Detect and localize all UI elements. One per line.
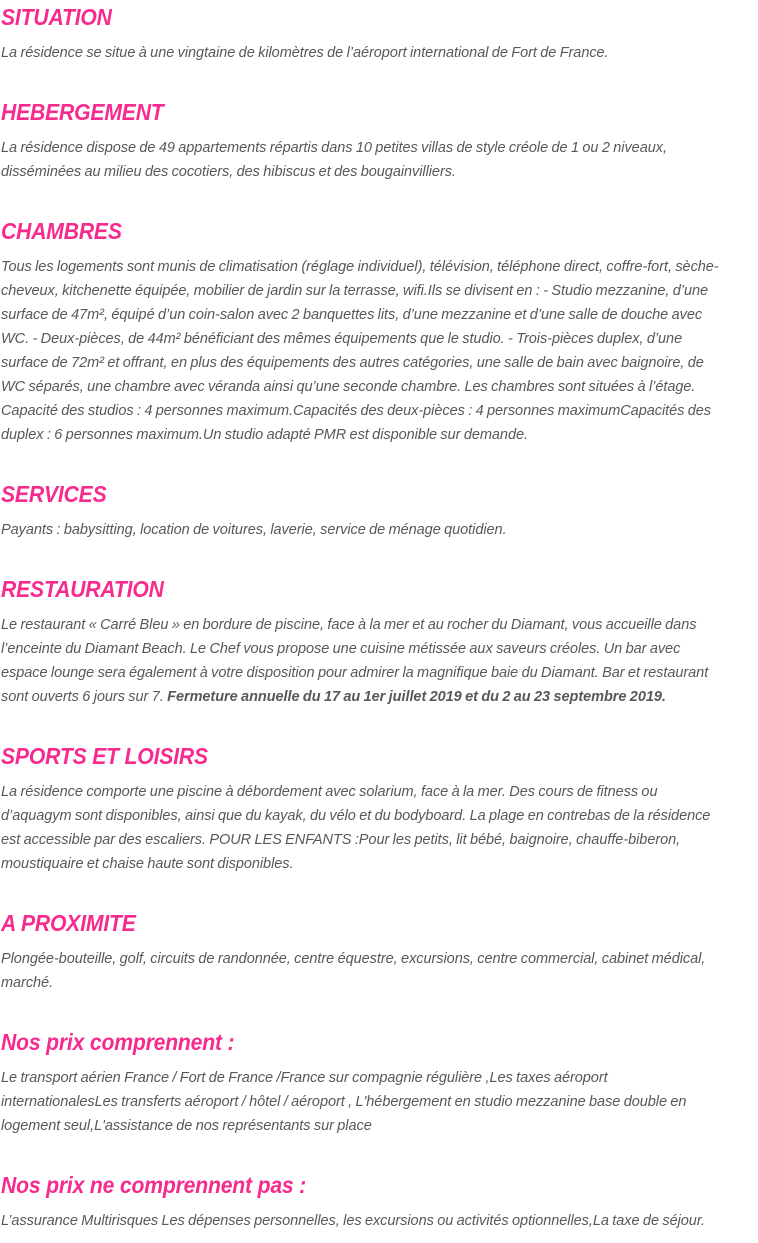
section-sports-et-loisirs — [1, 742, 757, 909]
section-body-restauration — [1, 613, 723, 709]
heading-gap — [1, 770, 757, 780]
heading-gap — [1, 1199, 757, 1209]
heading-gap — [1, 31, 757, 41]
restauration-text: Le restaurant « Carré Bleu » en bordure de piscine, face à la mer et au rocher du Diamant, vous accueille dans l’enceinte du Diamant Beach. Le Chef vous propose une cuisine métissée aux saveurs créoles. Un bar avec espace lounge sera également à votre disposition pour admirer la magnifique baie du Diamant. Bar et restaurant sont ouverts 6 jours sur 7. — [1, 616, 709, 705]
section-chambres — [1, 217, 757, 480]
section-body-chambres: Tous les logements sont munis de climatisation (réglage individuel), télévision, téléphone direct, coffre-fort, sèche-cheveux, kitchenette équipée, mobilier de jardin sur la terrasse, wifi.Ils se divisent en : - Studio mezzanine, d’une surface de 47m², équipé d’un coin-salon avec 2 banquettes lits, d’une mezzanine et d’une salle de douche avec WC. - Deux-pièces, de 44m² bénéficiant des mêmes équipements que le studio. - Trois-pièces duplex, d’une surface de 72m² et offrant, en plus des équipements des autres catégories, une salle de bain avec baignoire, de WC séparés, une chambre avec véranda ainsi qu’une seconde chambre. Les chambres sont situées à l’étage. Capacité des studios : 4 personnes maximum.Capacités des deux-pièces : 4 personnes maximumCapacités des duplex : 6 personnes maximum.Un studio adapté PMR est disponible sur demande. — [1, 258, 719, 443]
section-body-situation: La résidence se situe à une vingtaine de kilomètres de l’aéroport international de Fort de France. — [1, 44, 609, 61]
section-body-nos-prix-ne-comprennent-pas: L’assurance Multirisques Les dépenses personnelles, les excursions ou activités optionnelles,La taxe de séjour. — [1, 1212, 706, 1229]
section-nos-prix-comprennent — [1, 1028, 757, 1171]
section-body-hebergement: La résidence dispose de 49 appartements répartis dans 10 petites villas de style créole de 1 ou 2 niveaux, disséminées au milieu des cocotiers, des hibiscus et des bougainvilliers. — [1, 139, 667, 180]
section-body-sports-et-loisirs: La résidence comporte une piscine à débordement avec solarium, face à la mer. Des cours de fitness ou d’aquagym sont disponibles, ainsi que du kayak, du vélo et du bodyboard. La plage en contrebas de la résidence est accessible par des escaliers. POUR LES ENFANTS :Pour les petits, lit bébé, baignoire, chauffe-biberon, moustiquaire et chaise haute sont disponibles. — [1, 783, 711, 872]
section-heading-nos-prix-ne-comprennent-pas: Nos prix ne comprennent pas : — [1, 1172, 307, 1198]
section-situation — [1, 3, 757, 98]
heading-gap — [1, 508, 757, 518]
section-restauration — [1, 575, 757, 742]
heading-gap — [1, 126, 757, 136]
section-gap — [1, 1138, 757, 1171]
section-body-nos-prix-comprennent: Le transport aérien France / Fort de France /France sur compagnie régulière ,Les taxes aéroport internationalesLes transferts aéroport / hôtel / aéroport , L'hébergement en studio mezzanine base double en logement seul,L'assistance de nos représentants sur place — [1, 1069, 687, 1134]
section-gap — [1, 447, 757, 480]
heading-gap — [1, 245, 757, 255]
section-heading-nos-prix-comprennent: Nos prix comprennent : — [1, 1029, 235, 1055]
section-gap — [1, 995, 757, 1028]
restauration-closure-notice: Fermeture annuelle du 17 au 1er juillet 2019 et du 2 au 23 septembre 2019. — [167, 688, 666, 705]
heading-gap — [1, 603, 757, 613]
heading-gap — [1, 937, 757, 947]
section-body-services: Payants : babysitting, location de voitures, laverie, service de ménage quotidien. — [1, 521, 507, 538]
section-services — [1, 480, 757, 575]
heading-gap — [1, 1056, 757, 1066]
section-nos-prix-ne-comprennent-pas — [1, 1171, 757, 1233]
section-a-proximite — [1, 909, 757, 1028]
section-gap — [1, 65, 757, 98]
section-heading-services: SERVICES — [1, 481, 107, 507]
section-heading-chambres: CHAMBRES — [1, 218, 122, 244]
section-heading-hebergement: HEBERGEMENT — [1, 99, 164, 125]
section-gap — [1, 709, 757, 742]
section-heading-sports-et-loisirs: SPORTS ET LOISIRS — [1, 743, 208, 769]
section-gap — [1, 876, 757, 909]
section-heading-restauration: RESTAURATION — [1, 576, 164, 602]
section-heading-situation: SITUATION — [1, 4, 112, 30]
section-heading-a-proximite: A PROXIMITE — [1, 910, 136, 936]
section-body-a-proximite: Plongée-bouteille, golf, circuits de randonnée, centre équestre, excursions, centre commercial, cabinet médical, marché. — [1, 950, 706, 991]
section-gap — [1, 542, 757, 575]
section-gap — [1, 184, 757, 217]
section-hebergement — [1, 98, 757, 217]
